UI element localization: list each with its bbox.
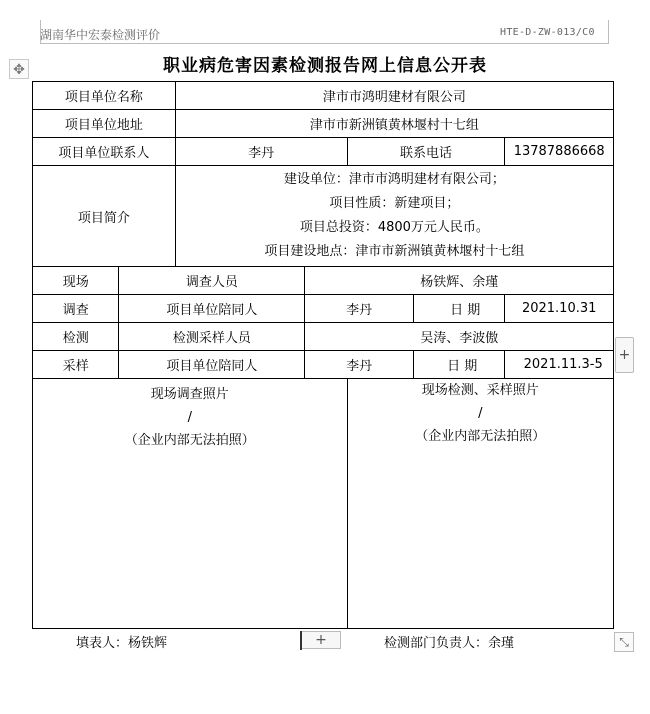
sampling-photo-slash: / [478, 406, 483, 421]
table-row [33, 82, 614, 110]
resize-diagonal-icon: ⤡ [619, 635, 629, 649]
unit-address-label: 项目单位地址 [33, 110, 176, 138]
sampling-photo-title: 现场检测、采样照片 [421, 383, 539, 398]
sampling-photo-cell[interactable] [347, 379, 613, 629]
header-doc-code: HTE-D-ZW-013/C0 [500, 27, 595, 38]
intro-line: 项目性质：新建项目； [329, 196, 460, 211]
site-survey-photo-title: 现场调查照片 [150, 387, 229, 402]
sampling-section-label-2: 采样 [33, 351, 119, 379]
unit-name-label: 项目单位名称 [33, 82, 176, 110]
surveyor-value[interactable]: 杨铁辉、余瑾 [305, 267, 614, 295]
department-head: 检测部门负责人：余瑾 [384, 636, 515, 651]
site-survey-photo-cell[interactable] [33, 379, 348, 629]
move-arrows-icon: ✥ [13, 62, 25, 78]
sample-escort-label: 项目单位陪同人 [119, 351, 305, 379]
contact-value[interactable]: 李丹 [175, 138, 347, 166]
contact-label: 项目单位联系人 [33, 138, 176, 166]
header-company: 湖南华中宏泰检测评价 [40, 28, 161, 42]
header-border-right [608, 20, 609, 44]
table-row [33, 138, 614, 166]
intro-line: 项目建设地点：津市市新洲镇黄林堰村十七组 [264, 244, 525, 259]
add-row-button[interactable] [301, 631, 341, 649]
survey-escort-label: 项目单位陪同人 [119, 295, 305, 323]
survey-date-value[interactable]: 2021.10.31 [505, 295, 614, 323]
site-survey-photo-note: （企业内部无法拍照） [124, 433, 255, 448]
sampling-section-label-1: 检测 [33, 323, 119, 351]
intro-line: 项目总投资：4800万元人民币。 [299, 220, 489, 235]
sample-date-value[interactable]: 2021.11.3-5 [505, 351, 614, 379]
plus-icon: + [618, 347, 631, 363]
survey-escort-value[interactable]: 李丹 [305, 295, 414, 323]
site-survey-photo-slash: / [187, 410, 192, 425]
phone-label: 联系电话 [347, 138, 505, 166]
plus-icon: + [315, 632, 327, 648]
table-resize-handle[interactable] [614, 632, 634, 652]
add-column-button[interactable] [615, 337, 634, 373]
table-row [33, 323, 614, 351]
survey-section-label-2: 调查 [33, 295, 119, 323]
header-divider [40, 43, 608, 44]
table-row [33, 166, 614, 267]
unit-address-value[interactable]: 津市市新洲镇黄林堰村十七组 [175, 110, 613, 138]
sample-date-label: 日 期 [413, 351, 504, 379]
table-row [33, 351, 614, 379]
table-row [33, 110, 614, 138]
sample-escort-value[interactable]: 李丹 [305, 351, 414, 379]
intro-value[interactable] [175, 166, 613, 267]
table-row [33, 379, 614, 629]
surveyor-label: 调查人员 [119, 267, 305, 295]
sampling-photo-note: （企业内部无法拍照） [415, 429, 546, 444]
table-row [33, 295, 614, 323]
form-filler: 填表人：杨铁辉 [76, 636, 168, 651]
intro-label: 项目简介 [33, 166, 176, 267]
sampler-value[interactable]: 吴涛、李波傲 [305, 323, 614, 351]
info-table [32, 81, 614, 629]
survey-date-label: 日 期 [413, 295, 504, 323]
survey-section-label-1: 现场 [33, 267, 119, 295]
phone-value[interactable]: 13787886668 [505, 138, 614, 166]
table-row [33, 267, 614, 295]
sampler-label: 检测采样人员 [119, 323, 305, 351]
unit-name-value[interactable]: 津市市鸿明建材有限公司 [175, 82, 613, 110]
document-title: 职业病危害因素检测报告网上信息公开表 [163, 56, 487, 76]
intro-line: 建设单位：津市市鸿明建材有限公司； [283, 172, 505, 187]
